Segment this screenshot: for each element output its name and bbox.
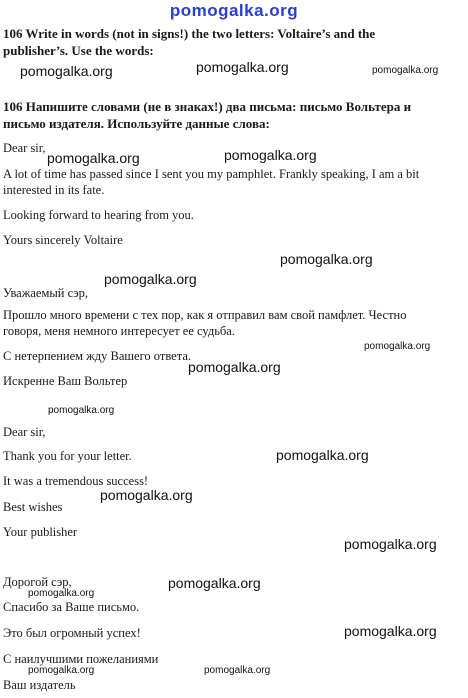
watermark: pomogalka.org: [188, 359, 281, 375]
watermark: pomogalka.org: [196, 59, 289, 75]
task-en-line-2: publisher’s. Use the words:: [3, 43, 154, 58]
publisher-ru-line-2: Это был огромный успех!: [3, 626, 141, 640]
voltaire-en-signature: Yours sincerely Voltaire: [3, 233, 123, 247]
publisher-en-line-2: It was a tremendous success!: [3, 474, 149, 488]
watermark: pomogalka.org: [204, 665, 271, 676]
voltaire-en-greeting: Dear sir,: [3, 141, 46, 155]
watermark: pomogalka.org: [168, 575, 261, 591]
voltaire-ru-signature: Искренне Ваш Вольтер: [3, 374, 128, 388]
watermark: pomogalka.org: [224, 147, 317, 163]
publisher-en-signature: Your publisher: [3, 525, 78, 539]
task-ru-line-1: 106 Напишите словами (не в знаках!) два письма: письмо Вольтера и: [3, 99, 412, 114]
watermark: pomogalka.org: [344, 536, 437, 552]
voltaire-ru-body-line-1: Прошло много времени с тех пор, как я отправил вам свой памфлет. Честно: [3, 308, 407, 322]
publisher-ru-closing: С наилучшими пожеланиями: [3, 652, 159, 666]
voltaire-ru-closing: С нетерпением жду Вашего ответа.: [3, 349, 191, 363]
site-header-logo[interactable]: pomogalka.org: [169, 1, 299, 20]
publisher-en-line-1: Thank you for your letter.: [3, 449, 132, 463]
watermark: pomogalka.org: [344, 623, 437, 639]
publisher-en-greeting: Dear sir,: [3, 425, 46, 439]
watermark: pomogalka.org: [28, 665, 95, 676]
voltaire-en-closing: Looking forward to hearing from you.: [3, 208, 194, 222]
watermark: pomogalka.org: [364, 341, 431, 352]
voltaire-ru-greeting: Уважаемый сэр,: [3, 286, 89, 300]
voltaire-ru-body-line-2: говоря, меня немного интересует ее судьба.: [3, 324, 235, 338]
publisher-en-closing: Best wishes: [3, 500, 63, 514]
task-en-line-1: 106 Write in words (not in signs!) the two letters: Voltaire’s and the: [3, 26, 376, 41]
watermark: pomogalka.org: [48, 405, 115, 416]
watermark: pomogalka.org: [20, 63, 113, 79]
watermark: pomogalka.org: [372, 65, 439, 76]
voltaire-en-body-line-2: interested in its fate.: [3, 183, 105, 197]
watermark: pomogalka.org: [47, 150, 140, 166]
watermark: pomogalka.org: [280, 251, 373, 267]
task-ru-line-2: письмо издателя. Используйте данные слова:: [3, 116, 270, 131]
watermark: pomogalka.org: [104, 271, 197, 287]
watermark: pomogalka.org: [100, 487, 193, 503]
publisher-ru-line-1: Спасибо за Ваше письмо.: [3, 600, 140, 614]
watermark: pomogalka.org: [28, 588, 95, 599]
publisher-ru-signature: Ваш издатель: [3, 678, 76, 692]
watermark: pomogalka.org: [276, 447, 369, 463]
voltaire-en-body-line-1: A lot of time has passed since I sent you my pamphlet. Frankly speaking, I am a bit: [3, 167, 420, 181]
publisher-ru-greeting: Дорогой сэр,: [3, 575, 72, 589]
